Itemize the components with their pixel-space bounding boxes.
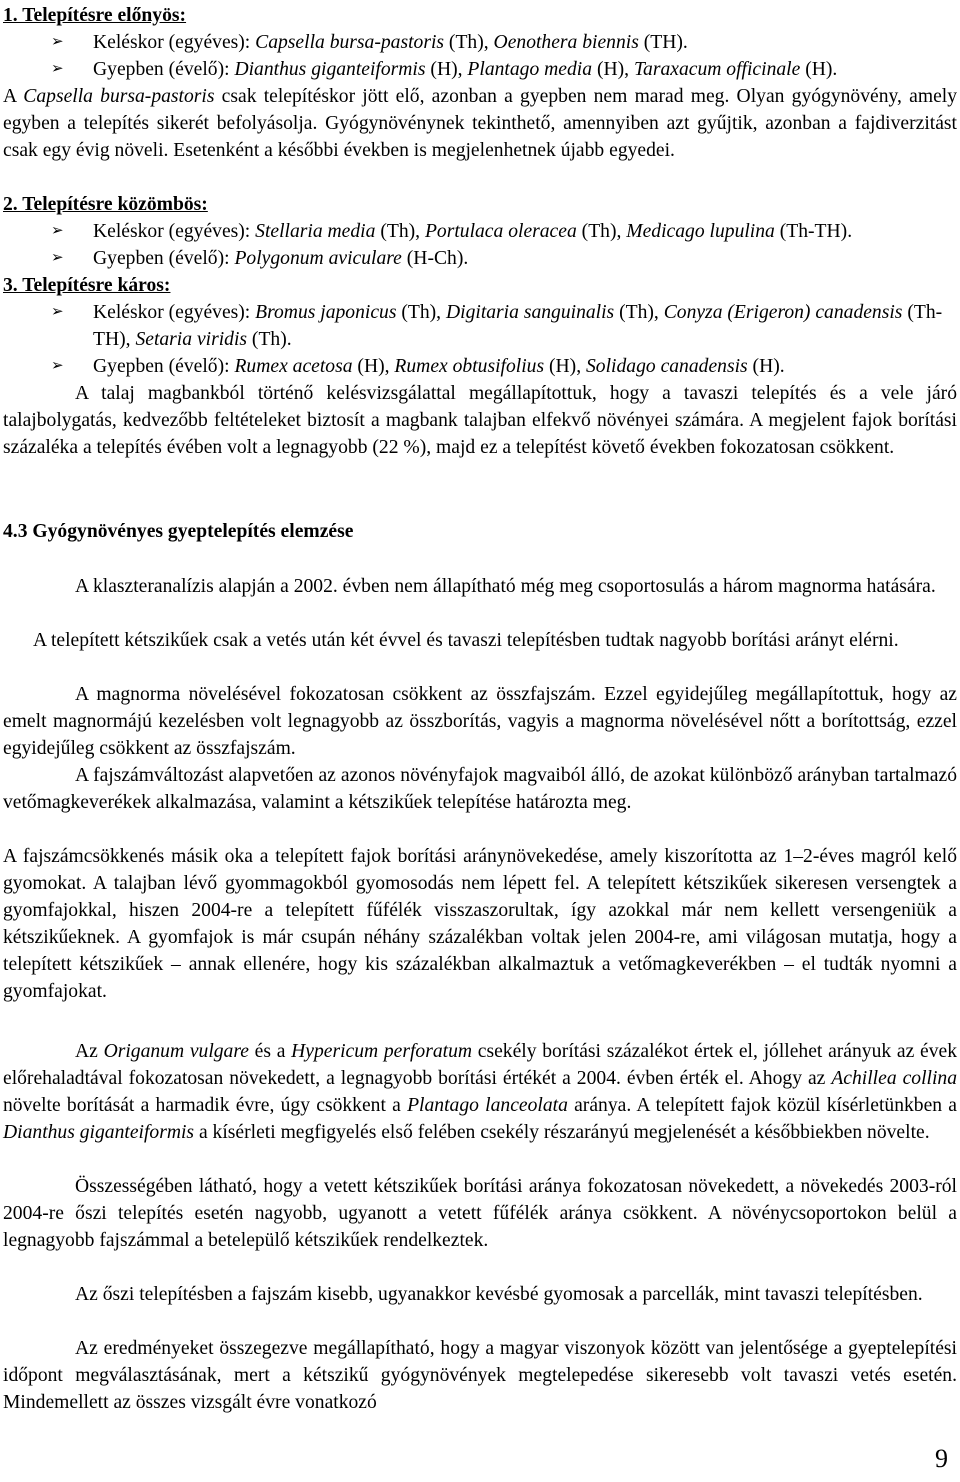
arrowhead-bullet-icon: ➢ <box>51 304 64 320</box>
page-number: 9 <box>935 1444 948 1473</box>
section-4-3 <box>3 518 957 545</box>
section-3-paragraph <box>3 380 957 461</box>
arrowhead-bullet-icon: ➢ <box>51 34 64 50</box>
bullet-s2-2 <box>3 245 957 272</box>
para-6 <box>3 1038 957 1146</box>
section-3-paragraph-text: A talaj magbankból történő kelésvizsgálattal megállapítottuk, hogy a tavaszi telepítés és a vele járó talajbolygatás, kedvezőbb feltételeket biztosít a magbank talajban elfekvő növényei számára. A megjelent fajok borítási százaléka a telepítés évében volt a legnagyobb (22 %), majd ez a telepítést követő években fokozatosan csökkent. <box>3 383 957 458</box>
section-4-3-title: 4.3 Gyógynövényes gyeptelepítés elemzése <box>3 521 354 542</box>
arrowhead-bullet-icon: ➢ <box>51 358 64 374</box>
bullet-s1-1-text: Keléskor (egyéves): Capsella bursa-pastoris (Th), Oenothera biennis (TH). <box>93 32 688 53</box>
section-2-heading: 2. Telepítésre közömbös: <box>3 194 208 215</box>
para-6-text: Az Origanum vulgare és a Hypericum perforatum csekély borítási százalékot értek el, jóllehet arányuk az évek előrehaladtával fokozatosan növekedett, a legnagyobb borítási értékét a 2004. évben érték el. Ahogy az Achillea collina növelte borítását a harmadik évre, úgy csökkent a Plantago lanceolata aránya. A telepített fajok közül kísérletünkben a Dianthus giganteiformis a kísérleti megfigyelés első felében csekély részarányú megjelenését a későbbiekben növelte. <box>3 1041 958 1143</box>
para-9-text: Az eredményeket összegezve megállapítható, hogy a magyar viszonyok között van jelentősége a gyeptelepítési időpont megválasztásának, mert a kétszikű gyógynövények megtelepedése sikeresebb volt tavaszi vetés esetén. Mindemellett az összes vizsgált évre vonatkozó <box>3 1338 957 1413</box>
para-4-text: A fajszámváltozást alapvetően az azonos növényfajok magvaiból álló, de azokat különböző arányban tartalmazó vetőmagkeverékek alkalmazása, valamint a kétszikűek telepítése határozta meg. <box>3 765 957 813</box>
bullet-s1-2 <box>3 56 957 83</box>
para-3-text: A magnorma növelésével fokozatosan csökkent az összfajszám. Ezzel egyidejűleg megállapítottuk, hogy az emelt magnormájú kezelésben volt legnagyobb az összborítás, vagyis a magnorma növelésével nőtt a borítottság, ezzel egyidejűleg csökkent az összfajszám. <box>3 684 957 759</box>
para-1-text: A klaszteranalízis alapján a 2002. évben nem állapítható még meg csoportosulás a három magnorma hatására. <box>75 576 936 597</box>
para-5-text: A fajszámcsökkenés másik oka a telepített fajok borítási aránynövekedése, amely kiszorította az 1–2-éves magról kelő gyomokat. A talajban lévő gyommagokból gyomosodás nem lépett fel. A telepített kétszikűek sikeresen versengtek a gyomfajokkal, hiszen 2004-re a telepített fűfélék visszaszorultak, így azokkal már nem kellett versengeniük a kétszikűeknek. A gyomfajok is már csupán néhány százalékban voltak jelen 2004-re, ami világosan mutatja, hogy a telepített kétszikűek – annak ellenére, hogy kis százalékban alkalmaztuk a vetőmagkeverékben – el tudták nyomni a gyomfajokat. <box>3 846 957 1002</box>
bullet-s2-1-text: Keléskor (egyéves): Stellaria media (Th), Portulaca oleracea (Th), Medicago lupulina (Th-TH). <box>93 221 853 242</box>
para-1 <box>3 573 957 600</box>
bullet-s1-2-text: Gyepben (évelő): Dianthus giganteiformis (H), Plantago media (H), Taraxacum officinale (H). <box>93 59 838 80</box>
bullet-s1-1 <box>3 29 957 56</box>
para-2-text: A telepített kétszikűek csak a vetés után két évvel és tavaszi telepítésben tudtak nagyobb borítási arányt elérni. <box>33 630 899 651</box>
bullet-s3-1-text: Keléskor (egyéves): Bromus japonicus (Th), Digitaria sanguinalis (Th), Conyza (Erigeron) canadensis (Th-TH), Setaria viridis (Th). <box>93 302 943 350</box>
arrowhead-bullet-icon: ➢ <box>51 61 64 77</box>
section-3-heading: 3. Telepítésre káros: <box>3 275 171 296</box>
section-3 <box>3 272 957 299</box>
bullet-s3-1 <box>3 299 957 353</box>
section-1 <box>3 2 957 29</box>
para-7 <box>3 1173 957 1254</box>
para-9 <box>3 1335 957 1416</box>
bullet-s3-2-text: Gyepben (évelő): Rumex acetosa (H), Rumex obtusifolius (H), Solidago canadensis (H). <box>93 356 785 377</box>
section-1-paragraph <box>3 83 957 164</box>
section-1-heading: 1. Telepítésre előnyös: <box>3 5 187 26</box>
para-8-text: Az őszi telepítésben a fajszám kisebb, ugyanakkor kevésbé gyomosak a parcellák, mint tavaszi telepítésben. <box>75 1284 923 1305</box>
para-5 <box>3 843 957 1005</box>
para-8 <box>3 1281 957 1308</box>
para-3 <box>3 681 957 762</box>
arrowhead-bullet-icon: ➢ <box>51 223 64 239</box>
para-7-text: Összességében látható, hogy a vetett kétszikűek borítási aránya fokozatosan növekedett, a növekedés 2003-ról 2004-re őszi telepítés esetén nagyobb, ugyanott a vetett fűfélék aránya csökkent. A növénycsoportokon belül a legnagyobb fajszámmal a betelepülő kétszikűek rendelkeztek. <box>3 1176 957 1251</box>
section-1-paragraph-text: A Capsella bursa-pastoris csak telepítéskor jött elő, azonban a gyepben nem marad meg. Olyan gyógynövény, amely egyben a telepítés sikerét befolyásolja. Gyógynövénynek tekinthető, amennyiben azt gyűjtik, azonban a fajdiverzitást csak egy évig növeli. Esetenként a későbbi években is megjelenhetnek újabb egyedei. <box>3 86 958 161</box>
bullet-s2-2-text: Gyepben (évelő): Polygonum aviculare (H-Ch). <box>93 248 469 269</box>
bullet-s3-2 <box>3 353 957 380</box>
para-4 <box>3 762 957 816</box>
section-2 <box>3 191 957 218</box>
bullet-s2-1 <box>3 218 957 245</box>
arrowhead-bullet-icon: ➢ <box>51 250 64 266</box>
para-2 <box>3 627 957 654</box>
